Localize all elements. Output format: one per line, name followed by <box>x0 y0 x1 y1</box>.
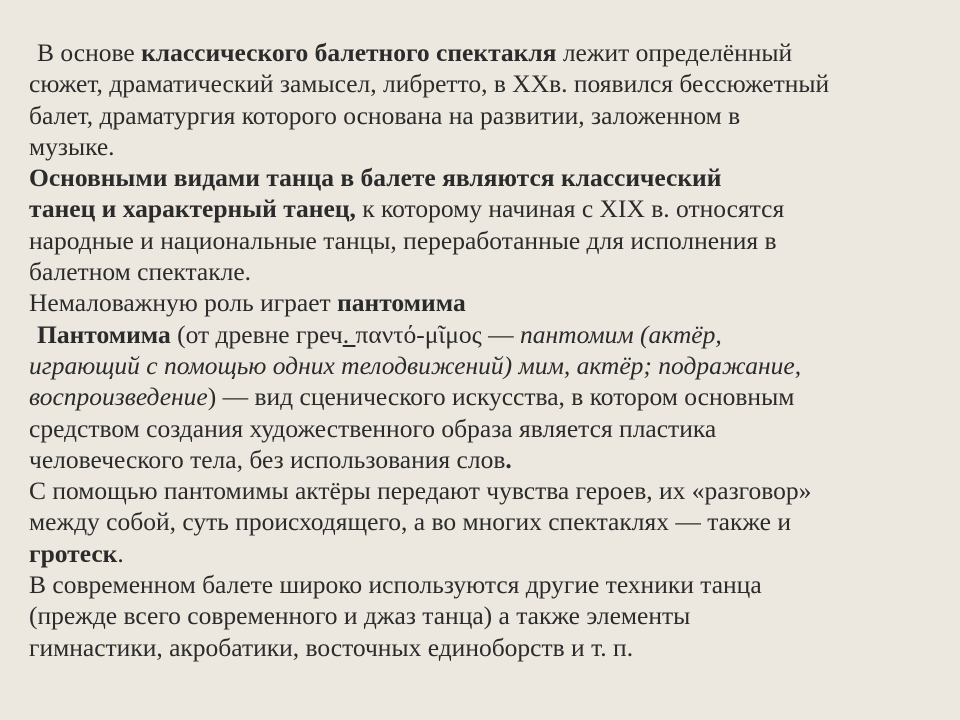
paragraph-line: сюжет, драматический замысел, либретто, в XXв. появился бессюжетный <box>29 69 830 99</box>
paragraph-line: балет, драматургия которого основана на развитии, заложенном в <box>29 100 741 130</box>
paragraph-line: средством создания художественного образа является пластика <box>29 413 717 443</box>
text-run: ) — вид сценического искусства, в котором основным <box>207 382 795 412</box>
paragraph-line: (прежде всего современного и джаз танца) а также элементы <box>29 601 691 631</box>
text-run: лежит определённый <box>556 38 793 67</box>
text-run: . <box>117 538 124 568</box>
paragraph-line: балетном спектакле. <box>29 257 252 287</box>
paragraph-line <box>29 287 954 318</box>
bold-term: танец и характерный танец <box>29 194 350 224</box>
paragraph-line <box>29 193 954 224</box>
underlined-dot: . <box>342 319 356 349</box>
paragraph-line <box>29 381 954 412</box>
paragraph-line <box>29 319 954 350</box>
paragraph-line: В современном балете широко используются другие техники танца <box>29 570 762 600</box>
bold-term: пантомима <box>337 288 466 318</box>
text-run: В основе <box>37 38 142 67</box>
bold-term: Основными видами танца в балете являются классический <box>29 163 722 193</box>
text-run: (от древне греч <box>170 319 343 349</box>
bold-term: гротеск <box>29 538 118 568</box>
bold-term: классического балетного спектакля <box>141 38 557 67</box>
paragraph-line: С помощью пантомимы актёры передают чувства героев, их «разговор» <box>29 476 812 506</box>
paragraph-line: между собой, суть происходящего, а во многих спектаклях — также и <box>29 507 791 537</box>
text-run: — <box>481 319 521 349</box>
paragraph-line <box>29 538 954 569</box>
paragraph-line <box>29 162 954 193</box>
text-run: человеческого тела, без использования слов <box>29 444 506 474</box>
greek-term: παντό-μῖμος <box>355 319 482 349</box>
bold-comma: , <box>349 194 356 224</box>
paragraph-line <box>29 350 954 381</box>
italic-run: играющий с помощью одних телодвижений) мим, актёр; подражание, <box>29 350 802 380</box>
bold-term: Пантомима <box>37 319 171 349</box>
bold-period: . <box>505 444 512 474</box>
italic-run: воспроизведение <box>29 382 208 412</box>
paragraph-line <box>29 444 954 475</box>
paragraph-line: народные и национальные танцы, переработанные для исполнения в <box>29 225 777 255</box>
paragraph-line <box>29 37 954 68</box>
italic-run: пантомим (актёр, <box>520 319 722 349</box>
text-run: Немаловажную роль играет <box>29 288 338 318</box>
text-run: к которому начиная с XIX в. относятся <box>355 194 785 224</box>
paragraph-line: музыке. <box>29 131 115 161</box>
paragraph-line: гимнастики, акробатики, восточных единоборств и т. п. <box>29 632 634 662</box>
slide-text <box>29 37 954 663</box>
